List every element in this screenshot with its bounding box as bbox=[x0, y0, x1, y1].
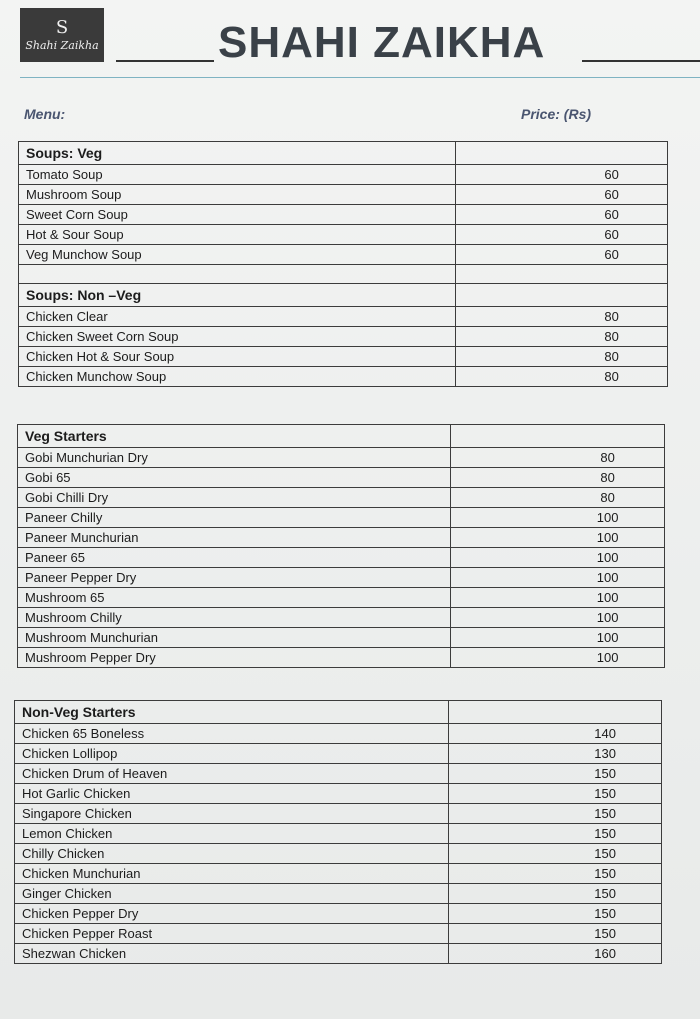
menu-item-row bbox=[15, 904, 662, 924]
item-price: 100 bbox=[451, 528, 665, 548]
menu-item-row bbox=[18, 528, 665, 548]
item-name: Shezwan Chicken bbox=[15, 944, 449, 964]
item-name: Gobi Chilli Dry bbox=[18, 488, 451, 508]
veg-starters-table bbox=[17, 424, 665, 668]
menu-item-row bbox=[19, 347, 668, 367]
item-name: Chilly Chicken bbox=[15, 844, 449, 864]
item-price: 80 bbox=[456, 307, 668, 327]
item-name: Chicken Munchow Soup bbox=[19, 367, 456, 387]
item-name: Chicken Pepper Dry bbox=[15, 904, 449, 924]
restaurant-logo bbox=[20, 8, 104, 62]
item-price: 100 bbox=[451, 548, 665, 568]
item-price: 150 bbox=[449, 864, 662, 884]
menu-item-row bbox=[19, 245, 668, 265]
item-price: 150 bbox=[449, 844, 662, 864]
section-header-row bbox=[18, 425, 665, 448]
logo-mark: S bbox=[55, 16, 69, 38]
item-name: Hot Garlic Chicken bbox=[15, 784, 449, 804]
item-price: 100 bbox=[451, 608, 665, 628]
item-name: Paneer 65 bbox=[18, 548, 451, 568]
menu-item-row bbox=[15, 824, 662, 844]
section-price-cell bbox=[456, 142, 668, 165]
section-header-row bbox=[19, 142, 668, 165]
item-name: Sweet Corn Soup bbox=[19, 205, 456, 225]
item-name: Chicken Drum of Heaven bbox=[15, 764, 449, 784]
menu-item-row bbox=[19, 165, 668, 185]
menu-item-row bbox=[15, 724, 662, 744]
item-price: 60 bbox=[456, 165, 668, 185]
item-price: 80 bbox=[456, 367, 668, 387]
item-name: Singapore Chicken bbox=[15, 804, 449, 824]
item-price: 150 bbox=[449, 924, 662, 944]
section-price-cell bbox=[449, 701, 662, 724]
non-veg-starters-table bbox=[14, 700, 662, 964]
page-title: SHAHI ZAIKHA bbox=[218, 18, 546, 67]
menu-item-row bbox=[15, 764, 662, 784]
item-price: 100 bbox=[451, 628, 665, 648]
item-name: Ginger Chicken bbox=[15, 884, 449, 904]
item-price: 150 bbox=[449, 784, 662, 804]
section-title: Non-Veg Starters bbox=[15, 701, 449, 724]
item-price: 60 bbox=[456, 185, 668, 205]
menu-item-row bbox=[18, 488, 665, 508]
section-title: Veg Starters bbox=[18, 425, 451, 448]
item-price: 160 bbox=[449, 944, 662, 964]
item-name: Mushroom Pepper Dry bbox=[18, 648, 451, 668]
item-price: 80 bbox=[456, 327, 668, 347]
item-name: Paneer Chilly bbox=[18, 508, 451, 528]
menu-item-row bbox=[19, 225, 668, 245]
item-price: 60 bbox=[456, 245, 668, 265]
menu-item-row bbox=[19, 367, 668, 387]
menu-item-row bbox=[18, 588, 665, 608]
logo-text: Shahi Zaikha bbox=[25, 38, 99, 52]
menu-item-row bbox=[15, 844, 662, 864]
menu-item-row bbox=[18, 568, 665, 588]
section-header-row bbox=[15, 701, 662, 724]
menu-item-row bbox=[18, 508, 665, 528]
menu-item-row bbox=[15, 804, 662, 824]
menu-item-row bbox=[15, 744, 662, 764]
item-price: 100 bbox=[451, 568, 665, 588]
item-name: Gobi 65 bbox=[18, 468, 451, 488]
blank-cell bbox=[19, 265, 456, 284]
item-name: Chicken 65 Boneless bbox=[15, 724, 449, 744]
item-name: Chicken Sweet Corn Soup bbox=[19, 327, 456, 347]
menu-item-row bbox=[15, 944, 662, 964]
section-price-cell bbox=[451, 425, 665, 448]
menu-item-row bbox=[18, 548, 665, 568]
item-price: 80 bbox=[451, 448, 665, 468]
menu-item-row bbox=[15, 884, 662, 904]
item-name: Chicken Pepper Roast bbox=[15, 924, 449, 944]
menu-item-row bbox=[15, 864, 662, 884]
item-price: 150 bbox=[449, 804, 662, 824]
section-price-cell bbox=[456, 284, 668, 307]
soups-table bbox=[18, 141, 668, 387]
item-name: Mushroom Chilly bbox=[18, 608, 451, 628]
menu-item-row bbox=[18, 468, 665, 488]
item-name: Tomato Soup bbox=[19, 165, 456, 185]
menu-item-row bbox=[18, 448, 665, 468]
header-divider bbox=[20, 77, 700, 78]
menu-item-row bbox=[18, 628, 665, 648]
item-price: 150 bbox=[449, 764, 662, 784]
menu-item-row bbox=[18, 608, 665, 628]
item-price: 60 bbox=[456, 225, 668, 245]
item-price: 80 bbox=[456, 347, 668, 367]
item-name: Paneer Pepper Dry bbox=[18, 568, 451, 588]
item-name: Mushroom 65 bbox=[18, 588, 451, 608]
item-price: 150 bbox=[449, 824, 662, 844]
item-price: 80 bbox=[451, 488, 665, 508]
item-price: 100 bbox=[451, 588, 665, 608]
item-price: 130 bbox=[449, 744, 662, 764]
item-name: Hot & Sour Soup bbox=[19, 225, 456, 245]
item-name: Mushroom Soup bbox=[19, 185, 456, 205]
section-title: Soups: Non –Veg bbox=[19, 284, 456, 307]
item-price: 100 bbox=[451, 648, 665, 668]
item-name: Lemon Chicken bbox=[15, 824, 449, 844]
item-name: Chicken Munchurian bbox=[15, 864, 449, 884]
title-underline-right bbox=[582, 60, 700, 62]
menu-item-row bbox=[15, 924, 662, 944]
menu-item-row bbox=[19, 185, 668, 205]
menu-item-row bbox=[15, 784, 662, 804]
item-price: 140 bbox=[449, 724, 662, 744]
menu-item-row bbox=[19, 205, 668, 225]
title-underline-left bbox=[116, 60, 214, 62]
item-price: 150 bbox=[449, 904, 662, 924]
item-price: 100 bbox=[451, 508, 665, 528]
menu-item-row bbox=[19, 327, 668, 347]
item-name: Gobi Munchurian Dry bbox=[18, 448, 451, 468]
menu-item-row bbox=[18, 648, 665, 668]
item-name: Mushroom Munchurian bbox=[18, 628, 451, 648]
blank-row bbox=[19, 265, 668, 284]
item-name: Chicken Hot & Sour Soup bbox=[19, 347, 456, 367]
blank-cell bbox=[456, 265, 668, 284]
section-title: Soups: Veg bbox=[19, 142, 456, 165]
item-name: Paneer Munchurian bbox=[18, 528, 451, 548]
item-price: 150 bbox=[449, 884, 662, 904]
item-price: 80 bbox=[451, 468, 665, 488]
item-name: Veg Munchow Soup bbox=[19, 245, 456, 265]
item-name: Chicken Lollipop bbox=[15, 744, 449, 764]
price-label: Price: (Rs) bbox=[521, 106, 592, 122]
menu-label: Menu: bbox=[24, 106, 66, 122]
section-header-row bbox=[19, 284, 668, 307]
item-price: 60 bbox=[456, 205, 668, 225]
item-name: Chicken Clear bbox=[19, 307, 456, 327]
menu-item-row bbox=[19, 307, 668, 327]
